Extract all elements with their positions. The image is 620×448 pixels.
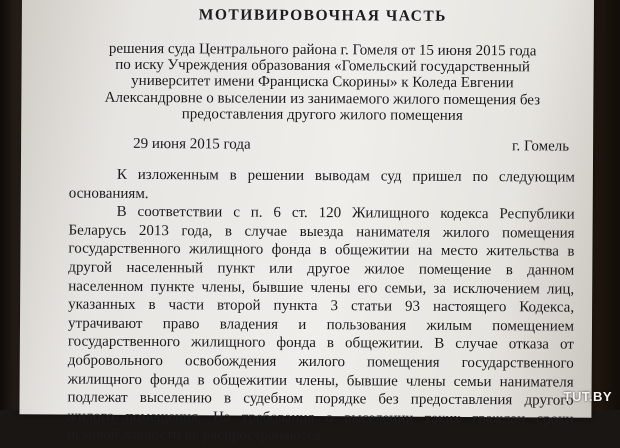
paragraph-line: населенном пункте члены, бывшие члены его семьи, за исключением лиц,: [68, 278, 575, 298]
paragraph-line: утрачивают право владения и пользования жилым помещением: [67, 315, 575, 335]
paragraph-line: исковой давности не распространяются.: [67, 426, 325, 445]
paragraph-line: жилищного фонда в общежитии члены, бывшие члены семьи нанимателя: [67, 371, 574, 391]
decision-title: [69, 41, 575, 125]
date-place-row: [69, 136, 575, 157]
paragraph-line: государственного жилищного фонда в общежитии. В случае отказа от: [67, 333, 574, 353]
paragraph-line: государственного жилищного фонда в общежитии на место жительства в: [68, 240, 575, 261]
document-heading: МОТИВИРОВОЧНАЯ ЧАСТЬ: [198, 6, 448, 25]
paragraph-line: Беларусь 2013 года, в случае выезда нанимателя жилого помещения: [68, 222, 575, 242]
document-page: [19, 0, 594, 445]
decision-title-line: университет имени Франциска Скорины» к Коледа Евгении: [131, 73, 514, 92]
paragraph-line: подлежат выселению в судебном порядке без предоставления другого: [67, 389, 574, 409]
decision-title-line: решения суда Центрального района г. Гомеля от 15 июня 2015 года: [108, 40, 537, 60]
paragraph-line: жилого помещения. На требования о выселении таких граждан сроки: [67, 408, 574, 428]
watermark-logo: TUT.BY: [563, 389, 612, 404]
document-body: [67, 166, 575, 448]
decision-title-line: Александровне о выселении из занимаемого жилого помещения без: [104, 89, 541, 109]
paragraph-line: добровольного освобождения жилого помещения государственного: [67, 352, 574, 372]
document-date: 29 июня 2015 года: [133, 135, 251, 153]
decision-title-line: по иску Учреждения образования «Гомельский государственный: [115, 57, 530, 76]
paragraph-line: К изложенным в решении выводам суд пришел по следующим: [116, 166, 575, 186]
decision-title-line: предоставления другого жилого помещения: [181, 106, 463, 124]
document-content: [67, 3, 576, 448]
document-place: г. Гомель: [512, 138, 570, 155]
paragraph-line: другой населенный пункт или другое жилое помещение в данном: [68, 259, 575, 279]
paragraph-line: основаниям.: [68, 185, 149, 202]
paragraph-line: указанных в части второй пункта 3 статьи 93 настоящего Кодекса,: [68, 296, 575, 316]
paragraph-line: В соответствии с п. 6 ст. 120 Жилищного кодекса Республики: [116, 204, 575, 223]
